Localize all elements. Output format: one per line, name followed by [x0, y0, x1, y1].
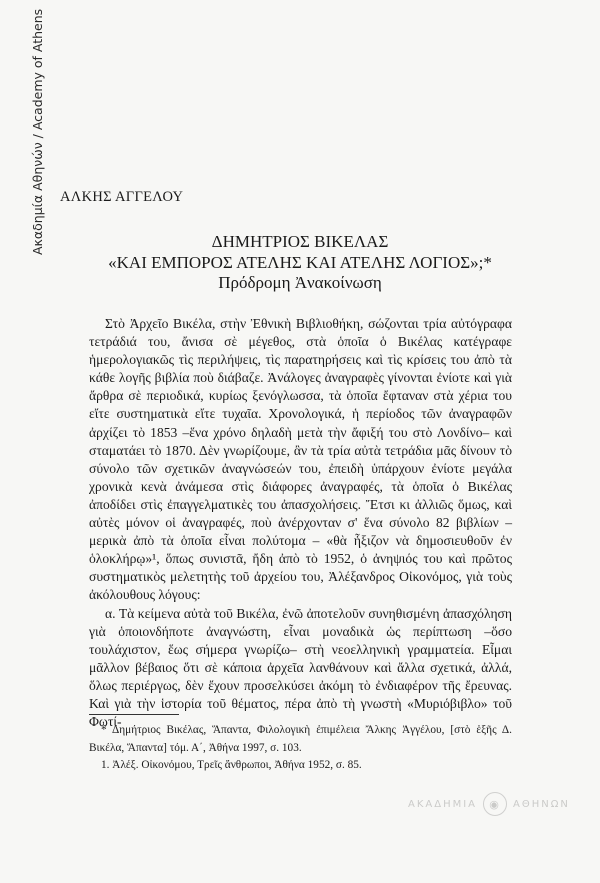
- watermark-right: ΑΘΗΝΩΝ: [513, 798, 570, 810]
- footnote-divider: [89, 714, 179, 715]
- academy-seal-icon: ◉: [483, 792, 507, 816]
- watermark-left: ΑΚΑΔΗΜΙΑ: [408, 798, 478, 810]
- sidebar-text: Ακαδημία Αθηνών / Academy of Athens: [30, 8, 45, 255]
- subtitle: Πρόδρομη Ἀνακοίνωση: [218, 273, 382, 292]
- title-line-2: «ΚΑΙ ΕΜΠΟΡΟΣ ΑΤΕΛΗΣ ΚΑΙ ΑΤΕΛΗΣ ΛΟΓΙΟΣ»;*: [108, 252, 492, 272]
- paragraph-1: Στὸ Ἀρχεῖο Βικέλα, στὴν Ἐθνικὴ Βιβλιοθήκη, σώζονται τρία αὐτόγραφα τετράδιά του, ἄνισα σὲ μέγεθος, στὰ ὁποῖα ὁ Βικέλας κατέγραφε ἡμερολογιακῶς τὶς περιλήψεις, τὶς παρατηρήσεις καὶ τὶς κρίσεις του ἀπὸ τὰ κάθε λογῆς βιβλία ποὺ διάβαζε. Ἀνάλογες ἀναγραφὲς γίνονται ἐνίοτε καὶ γιὰ ἄρθρα σὲ περιοδικά, κυρίως ξενόγλωσσα, τὰ ὁποῖα ἔφταναν στὰ χέρια του εἴτε συστηματικὰ εἴτε τυχαῖα. Χρονολογικά, ἡ περίοδος τῶν ἀναγραφῶν ἀρχίζει τὸ 1853 –ἕνα χρόνο δηλαδὴ μετὰ τὴν ἄφιξή του στὸ Λονδίνο– καὶ σταματάει τὸ 1870. Δὲν γνωρίζουμε, ἂν τὰ τρία αὐτὰ τετράδια μᾶς δίνουν τὸ σύνολο τῶν σχετικῶν ἀναγνώσεών του, ἐπειδὴ ὑπάρχουν ἐνίοτε μεγάλα χρονικὰ κενὰ ἀνάμεσα στὶς διάφορες ἀναγραφές, τὰ ὁποῖα ὁ Βικέλας ἀποδίδει στὶς ἐπαγγελματικὲς του ἀπασχολήσεις. Ἔτσι κι ἀλλιῶς ὅμως, καὶ αὐτὲς μόνον οἱ ἀναγραφές, ποὺ ἀνέρχονταν σ' ἕνα σύνολο 82 βιβλίων – μερικὰ ἀπὸ τὰ ὁποῖα εἶναι πολύτομα – «θὰ ἦξιζον νὰ δημοσιευθοῦν ἐν ὁλοκλήρῳ»¹, ὅπως συνιστᾶ, ἤδη ἀπὸ τὸ 1952, ὁ ἀνηψιός του καὶ πρῶτος συστηματικὸς μελετητὴς τοῦ ἀρχείου του, Ἀλέξανδρος Οἰκονόμος, γιὰ τοὺς ἀκόλουθους λόγους:: [89, 316, 512, 603]
- footnotes: [89, 722, 512, 775]
- author-name: ΑΛΚΗΣ ΑΓΓΕΛΟΥ: [60, 189, 184, 205]
- article-body: [89, 315, 512, 731]
- footnote-star: * Δημήτριος Βικέλας, Ἅπαντα, Φιλολογικὴ ἐπιμέλεια Ἄλκης Ἀγγέλου, [στὸ ἑξῆς Δ. Βικέλα, Ἅπαντα] τόμ. Α΄, Ἀθήνα 1997, σ. 103.: [89, 724, 512, 754]
- academy-watermark: [408, 790, 578, 818]
- footnote-1: 1. Ἀλέξ. Οἰκονόμου, Τρεῖς ἄνθρωποι, Ἀθήνα 1952, σ. 85.: [101, 759, 362, 771]
- title-line-1: ΔΗΜΗΤΡΙΟΣ ΒΙΚΕΛΑΣ: [211, 232, 389, 251]
- article-title-block: [0, 232, 600, 294]
- archive-sidebar-label: [30, 8, 48, 255]
- paragraph-2: α. Τὰ κείμενα αὐτὰ τοῦ Βικέλα, ἐνῶ ἀποτελοῦν συνηθισμένη ἀπασχόληση γιὰ ὁποιονδήποτε ἀναγνώστη, εἶναι μοναδικὰ ὡς περίπτωση –ὅσο τουλάχιστον, ἕως σήμερα γνωρίζω– στὴ νεοελληνικὴ γραμματεία. Εἶμαι μᾶλλον βέβαιος ὅτι σὲ κάποια ἀρχεῖα λανθάνουν καὶ ἄλλα σχετικά, ἀλλά, ὅλως περιέργως, δὲν ἔχουν προσελκύσει ἀκόμη τὸ ἐνδιαφέρον τῆς ἔρευνας. Καὶ γιὰ τὴν ἱστορία τοῦ θέματος, πέρα ἀπὸ τὴ γνωστὴ «Μυριόβιβλο» τοῦ Φωτί-: [89, 605, 512, 730]
